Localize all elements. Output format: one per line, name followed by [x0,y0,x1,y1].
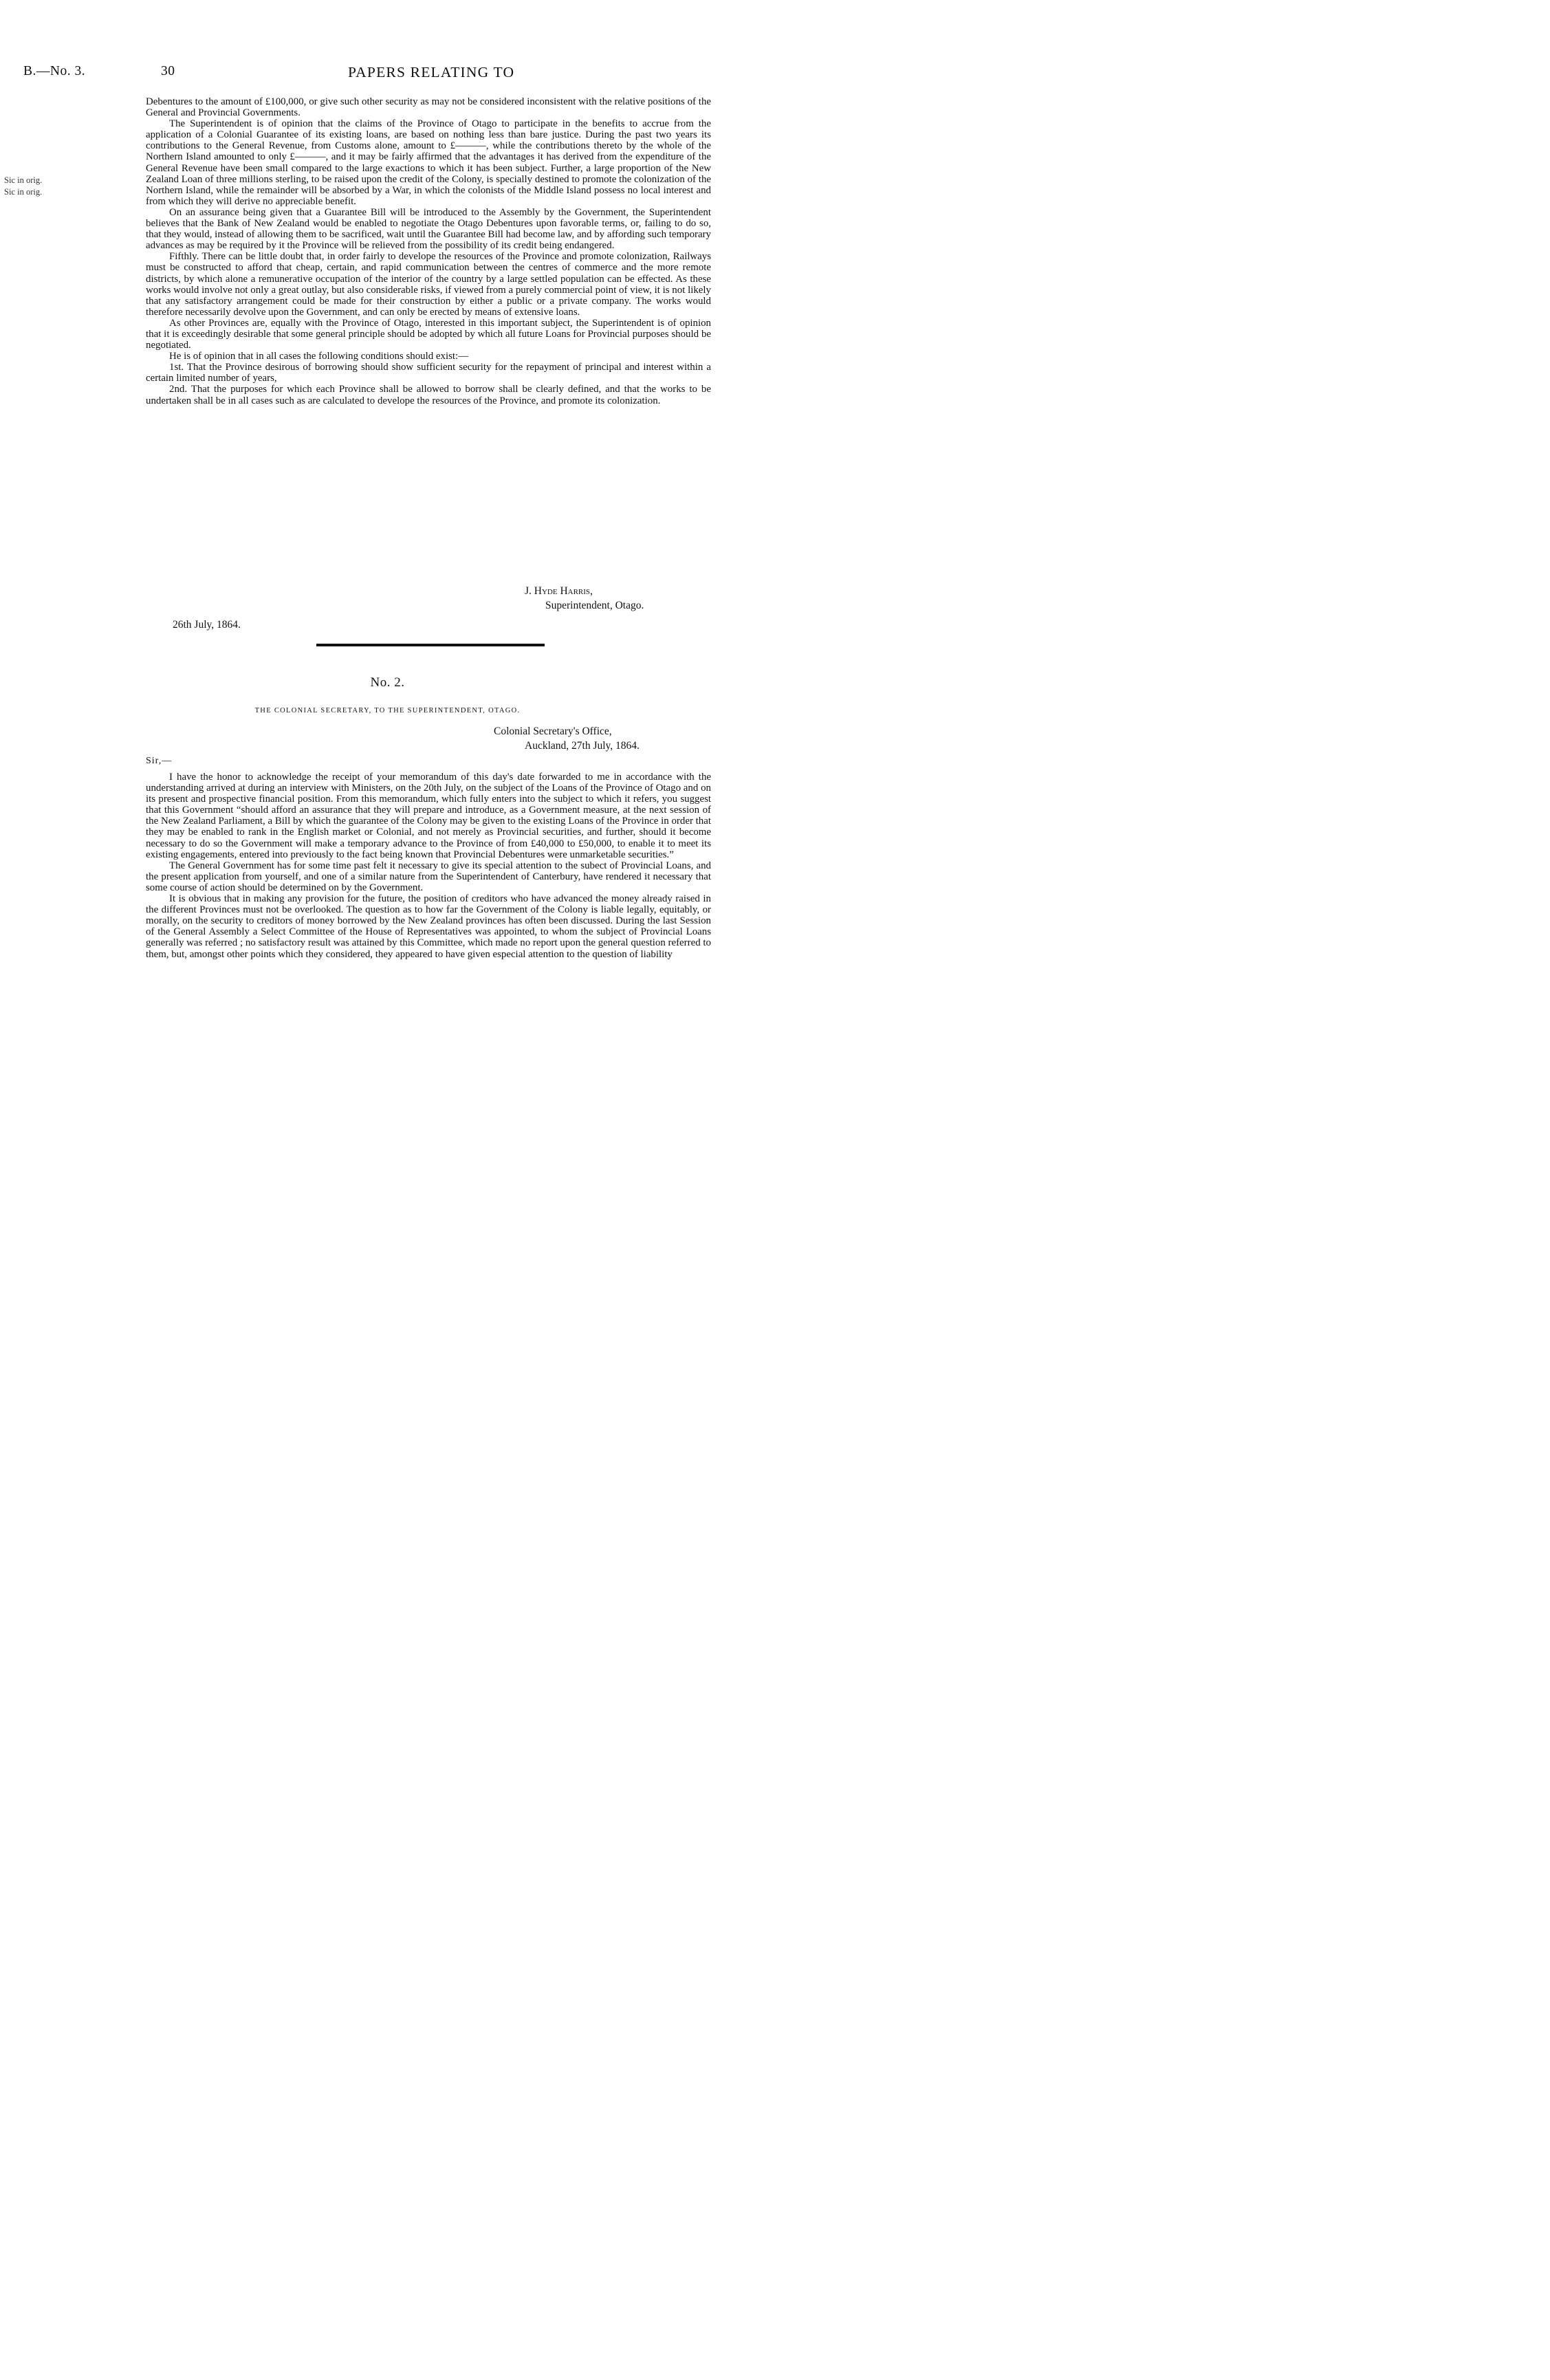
page-header [23,64,711,80]
memo-paragraph: On an assurance being given that a Guarantee Bill will be introduced to the Assembly by the Government, the Superintendent believes that the Bank of New Zealand would be enabled to negotiate the Otago Debentures upon favorable terms, or, failing to do so, that they would, instead of allowing them to be sacrificed, wait until the Guarantee Bill had become law, and by affording such temporary advances as may be required by it the Province will be relieved from the possibility of its credit being endangered. [146,206,711,252]
memo-paragraph: Fifthly. There can be little doubt that, in order fairly to develope the resources of the Province and promote colonization, Railways must be constructed to afford that cheap, certain, and rapid communication between the centres of commerce and the more remote districts, by which alone a remunerative occupation of the interior of the country by a large settled population can be effected. As these works would involve not only a great outlay, but also considerable risks, if viewed from a purely commercial point of view, it is not likely that any satisfactory arrangement could be made for their construction by either a public or a private company. The works would therefore necessarily devolve upon the Government, and can only be erected by means of extensive loans. [146,251,711,318]
letter-paragraph: The General Government has for some time past felt it necessary to give its special attention to the subect of Provincial Loans, and the present application from yourself, and one of a similar nature from the Superintendent of Canterbury, have rendered it necessary that some course of action should be determined on by the Government. [146,860,711,893]
document-page [0,0,775,1190]
memorandum-body [146,96,711,406]
letter-heading: THE COLONIAL SECRETARY, TO THE SUPERINTENDENT, OTAGO. [254,707,521,714]
memo-paragraph: As other Provinces are, equally with the Province of Otago, interested in this important subject, the Superintendent is of opinion that it is exceedingly desirable that some general principle should be adopted by which all future Loans for Provincial purposes should be negotiated. [146,317,711,351]
document-reference: B.—No. 3. [23,64,86,78]
letter-number: No. 2. [370,675,405,690]
salutation: Sir,— [146,756,173,766]
sender-office: Colonial Secretary's Office, [494,725,612,737]
signature-name: J. Hyde Harris, [525,585,593,597]
memo-date: 26th July, 1864. [173,619,241,631]
memo-paragraph: The Superintendent is of opinion that the claims of the Province of Otago to participate in the benefits to accrue from the application of a Colonial Guarantee of its existing loans, are based on nothing less than bare justice. During the past two years its contributions to the General Revenue, from Customs alone, amount to £———, while the contributions thereto by the whole of the Northern Island amounted to only £———, and it may be fairly affirmed that the advantages it has derived from the expenditure of the General Revenue have been small compared to the large exactions to which it has been subject. Further, a large proportion of the New Zealand Loan of three millions sterling, to be raised upon the credit of the Colony, is specially destined to promote the colonization of the Northern Island, while the remainder will be absorbed by a War, in which the colonists of the Middle Island possess no local interest and from which they will derive no appreciable benefit. [146,118,711,207]
letter-paragraph: It is obvious that in making any provision for the future, the position of creditors who have advanced the money already raised in the different Provinces must not be overlooked. The question as to how far the Government of the Colony is liable legally, equitably, or morally, on the security to creditors of money borrowed by the New Zealand provinces has often been discussed. During the last Session of the General Assembly a Select Committee of the House of Representatives was appointed, to whom the subject of Provincial Loans generally was referred ; no satisfactory result was attained by this Committee, which made no report upon the general question referred to them, but, amongst other points which they considered, they appeared to have given especial attention to the question of liability [146,893,711,960]
letter-body [146,772,711,960]
margin-note: Sic in orig. [4,175,43,185]
page-number: 30 [161,64,175,78]
memo-paragraph: He is of opinion that in all cases the following conditions should exist:— [169,351,469,362]
signature-title: Superintendent, Otago. [545,600,644,611]
place-date: Auckland, 27th July, 1864. [525,740,640,752]
memo-paragraph: Debentures to the amount of £100,000, or give such other security as may not be considered inconsistent with the relative positions of the General and Provincial Governments. [146,96,711,119]
letter-paragraph: I have the honor to acknowledge the receipt of your memorandum of this day's date forwarded to me in accordance with the understanding arrived at during an interview with Ministers, on the 20th July, on the subject of the Loans of the Province of Otago and on its present and prospective financial position. From this memorandum, which fully enters into the subject to which it refers, you suggest that this Government “should afford an assurance that they will prepare and introduce, as a Government measure, at the next session of the New Zealand Parliament, a Bill by which the guarantee of the Colony may be given to the existing Loans of the Province in order that they may be enabled to rank in the English market or Colonial, and not merely as Provincial securities, and further, should it become necessary to do so the Government will make a temporary advance to the Province of from £40,000 to £50,000, to enable it to meet its existing engagements, entered into previously to the fact being known that Provincial Debentures were unmarketable securities.” [146,772,711,860]
memo-paragraph: 1st. That the Province desirous of borrowing should show sufficient security for the repayment of principal and interest within a certain limited number of years, [146,362,711,384]
margin-note: Sic in orig. [4,187,43,197]
section-divider [316,644,545,646]
running-title: PAPERS RELATING TO [348,64,515,80]
memo-paragraph: 2nd. That the purposes for which each Province shall be allowed to borrow shall be clearly defined, and that the works to be undertaken shall be in all cases such as are calculated to develope the resources of the Province, and promote its colonization. [146,384,711,406]
